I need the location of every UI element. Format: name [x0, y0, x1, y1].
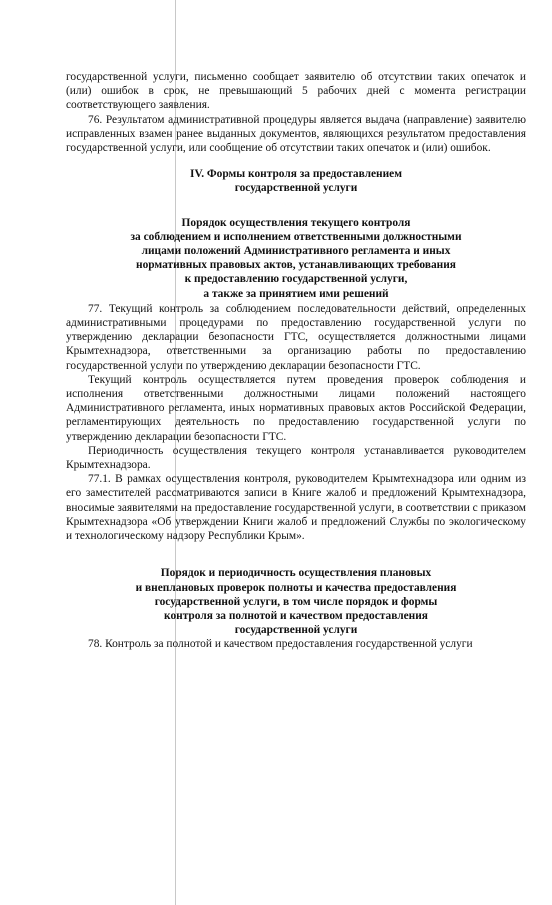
paragraph-78: 78. Контроль за полнотой и качеством предоставления государственной услуги	[88, 638, 473, 651]
paragraph-76: 76. Результатом административной процедуры является выдача (направление) заявителю исправленных взамен ранее выданных документов, являющихся результатом предоставления государственной услуги, или сообщение об отсутствии таких опечаток и (или) ошибок.	[66, 113, 526, 155]
paragraph-77-1: 77.1. В рамках осуществления контроля, руководителем Крымтехнадзора или одним из его заместителей рассматриваются записи в Книге жалоб и предложений Крымтехнадзора, вносимые заявителями на предоставление государственной услуги, в соответствии с приказом Крымтехнадзора «Об утверждении Книги жалоб и предложений Службы по экологическому и технологическому надзору Республики Крым».	[66, 473, 526, 543]
subsection-title-line: Порядок и периодичность осуществления плановых	[160, 567, 432, 580]
subsection-title-line: лицами положений Административного регламента и иных	[141, 245, 451, 258]
subsection-title-line: к предоставлению государственной услуги,	[184, 273, 408, 286]
section-title	[66, 167, 526, 195]
subsection-title-line: а также за принятием ими решений	[203, 287, 389, 300]
subsection-title-line: и внеплановых проверок полноты и качества предоставления	[135, 581, 457, 594]
subsection-title-line: нормативных правовых актов, устанавливающих требования	[136, 259, 456, 272]
paragraph-77: 77. Текущий контроль за соблюдением последовательности действий, определенных административными процедурами по предоставлению государственной услуги по утверждению декларации безопасности ГТС, осуществляется должностными лицами Крымтехнадзора, ответственными за организацию работы по предоставлению государственной услуги по утверждению декларации безопасности ГТС.	[66, 302, 526, 372]
subsection-title-line: Порядок осуществления текущего контроля	[181, 216, 411, 229]
section-title-line: государственной услуги	[234, 182, 358, 195]
subsection-title-line: государственной услуги	[234, 624, 358, 637]
paragraph-current-control: Текущий контроль осуществляется путем проведения проверок соблюдения и исполнения ответственными должностными лицами положений настоящего Административного регламента, иных нормативных правовых актов Российской Федерации, регламентирующих деятельность по предоставлению государственной услуги по утверждению декларации безопасности ГТС.	[66, 373, 526, 443]
paragraph-continuation: государственной услуги, письменно сообщает заявителю об отсутствии таких опечаток и (или) ошибок в срок, не превышающий 5 рабочих дней с момента регистрации соответствующего заявления.	[66, 71, 526, 112]
subsection-title-inspections	[66, 566, 526, 637]
subsection-title-current-control	[66, 216, 526, 301]
subsection-title-line: государственной услуги, в том числе порядок и формы	[154, 595, 438, 608]
subsection-title-line: контроля за полнотой и качеством предоставления	[164, 609, 428, 622]
subsection-title-line: за соблюдением и исполнением ответственными должностными	[130, 230, 462, 243]
document-page	[66, 70, 526, 652]
paragraph-periodicity: Периодичность осуществления текущего контроля устанавливается руководителем Крымтехнадзора.	[66, 444, 526, 472]
section-title-line: IV. Формы контроля за предоставлением	[190, 168, 402, 181]
